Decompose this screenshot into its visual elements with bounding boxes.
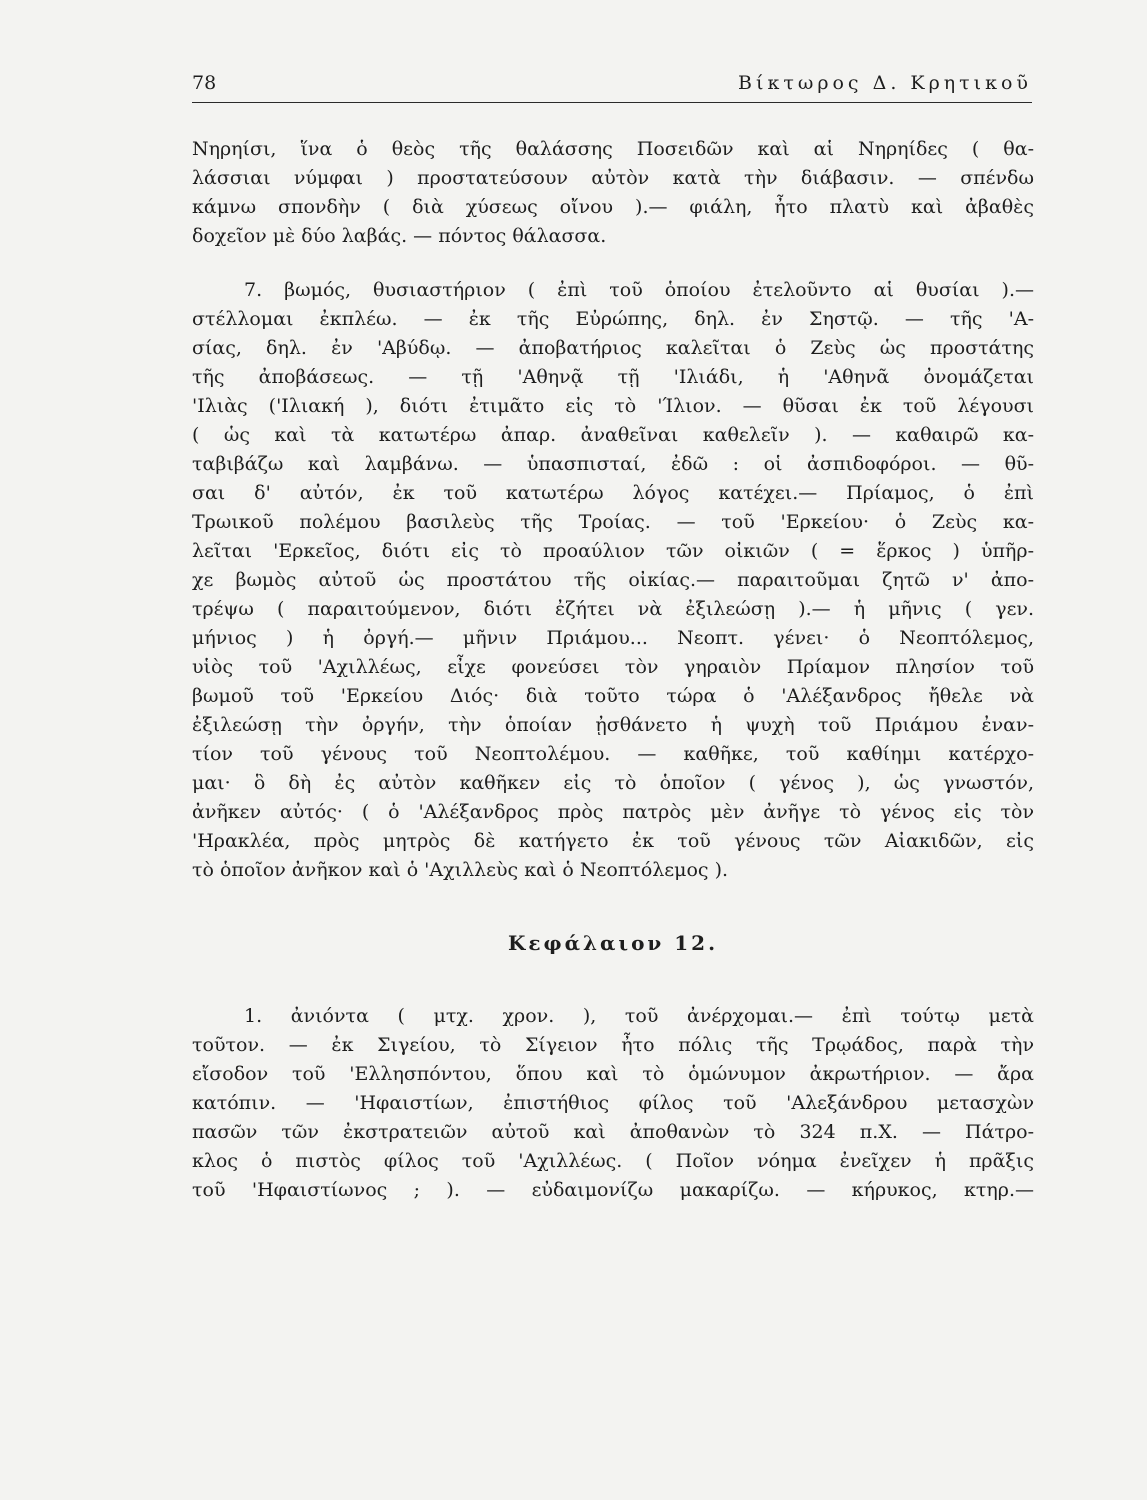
text-line: λεῖται 'Ερκεῖος, διότι εἰς τὸ προαύλιον τῶν οἰκιῶν ( = ἕρκος ) ὑπῆρ- <box>192 540 1034 562</box>
text-line: λάσσιαι νύμφαι ) προστατεύσουν αὐτὸν κατὰ τὴν διάβασιν. — σπένδω <box>192 167 1034 189</box>
text-line: 1. ἀνιόντα ( μτχ. χρον. ), τοῦ ἀνέρχομαι.— ἐπὶ τούτῳ μετὰ <box>244 1005 1034 1027</box>
text-line: κλος ὁ πιστὸς φίλος τοῦ 'Αχιλλέως. ( Ποῖον νόημα ἐνεῖχεν ἡ πρᾶξις <box>192 1150 1034 1172</box>
text-line: Τρωικοῦ πολέμου βασιλεὺς τῆς Τροίας. — τοῦ 'Ερκείου· ὁ Ζεὺς κα- <box>192 511 1034 533</box>
paragraph-nirisi <box>192 135 1034 251</box>
text-line: Νηρηίσι, ἵνα ὁ θεὸς τῆς θαλάσσης Ποσειδῶν καὶ αἱ Νηρηίδες ( θα- <box>192 138 1034 160</box>
text-line: εἴσοδον τοῦ 'Ελλησπόντου, ὅπου καὶ τὸ ὁμώνυμον ἀκρωτήριον. — ἄρα <box>192 1063 1034 1085</box>
text-line: ἐξιλεώσῃ τὴν ὀργήν, τὴν ὁποίαν ᾐσθάνετο ἡ ψυχὴ τοῦ Πριάμου ἐναν- <box>192 714 1034 736</box>
text-line: ταβιβάζω καὶ λαμβάνω. — ὑπασπισταί, ἐδῶ : οἱ ἀσπιδοφόροι. — θῦ- <box>192 453 1034 475</box>
text-line: μήνιος ) ἡ ὀργή.— μῆνιν Πριάμου... Νεοπτ. γένει· ὁ Νεοπτόλεμος, <box>192 627 1034 649</box>
text-line: δοχεῖον μὲ δύο λαβάς. — πόντος θάλασσα. <box>192 225 607 247</box>
running-head-author: Βίκτωρος Δ. Κρητικοῦ <box>738 72 1032 94</box>
paragraph-12-1 <box>192 1002 1034 1205</box>
text-line: 'Ιλιὰς ('Ιλιακή ), διότι ἐτιμᾶτο εἰς τὸ 'Ίλιον. — θῦσαι ἐκ τοῦ λέγουσι <box>192 395 1034 417</box>
text-line: τοῦτον. — ἐκ Σιγείου, τὸ Σίγειον ἦτο πόλις τῆς Τρῳάδος, παρὰ τὴν <box>192 1034 1034 1056</box>
text-line: τῆς ἀποβάσεως. — τῇ 'Αθηνᾷ τῇ 'Ιλιάδι, ἡ 'Αθηνᾶ ὀνομάζεται <box>192 366 1034 388</box>
text-line: πασῶν τῶν ἐκστρατειῶν αὐτοῦ καὶ ἀποθανὼν τὸ 324 π.Χ. — Πάτρο- <box>192 1121 1034 1143</box>
text-line: τοῦ 'Ηφαιστίωνος ; ). — εὐδαιμονίζω μακαρίζω. — κήρυκος, κτηρ.— <box>192 1179 1034 1201</box>
text-line: μαι· ὃ δὴ ἐς αὐτὸν καθῆκεν εἰς τὸ ὁποῖον ( γένος ), ὡς γνωστόν, <box>192 772 1034 794</box>
paragraph-7 <box>192 276 1034 885</box>
text-line: 'Ηρακλέα, πρὸς μητρὸς δὲ κατήγετο ἐκ τοῦ γένους τῶν Αἰακιδῶν, εἰς <box>192 830 1034 852</box>
text-line: τίον τοῦ γένους τοῦ Νεοπτολέμου. — καθῆκε, τοῦ καθίημι κατέρχο- <box>192 743 1034 765</box>
text-line: χε βωμὸς αὐτοῦ ὡς προστάτου τῆς οἰκίας.— παραιτοῦμαι ζητῶ ν' ἀπο- <box>192 569 1034 591</box>
commentary-text <box>192 135 1034 1205</box>
chapter-heading: Κεφάλαιον 12. <box>507 931 719 955</box>
text-line: στέλλομαι ἐκπλέω. — ἐκ τῆς Εὐρώπης, δηλ. ἐν Σηστῷ. — τῆς 'Α- <box>192 308 1034 330</box>
page-number: 78 <box>192 72 217 94</box>
text-line: σαι δ' αὐτόν, ἐκ τοῦ κατωτέρω λόγος κατέχει.— Πρίαμος, ὁ ἐπὶ <box>192 482 1034 504</box>
text-line: 7. βωμός, θυσιαστήριον ( ἐπὶ τοῦ ὁποίου ἐτελοῦντο αἱ θυσίαι ).— <box>244 279 1034 301</box>
text-line: ἀνῆκεν αὐτός· ( ὁ 'Αλέξανδρος πρὸς πατρὸς μὲν ἀνῆγε τὸ γένος εἰς τὸν <box>192 801 1034 823</box>
text-line: σίας, δηλ. ἐν 'Αβύδῳ. — ἀποβατήριος καλεῖται ὁ Ζεὺς ὡς προστάτης <box>192 337 1034 359</box>
text-line: τὸ ὁποῖον ἀνῆκον καὶ ὁ 'Αχιλλεὺς καὶ ὁ Νεοπτόλεμος ). <box>192 859 729 881</box>
text-line: κατόπιν. — 'Ηφαιστίων, ἐπιστήθιος φίλος τοῦ 'Αλεξάνδρου μετασχὼν <box>192 1092 1034 1114</box>
text-line: υἱὸς τοῦ 'Αχιλλέως, εἶχε φονεύσει τὸν γηραιὸν Πρίαμον πλησίον τοῦ <box>192 656 1034 678</box>
text-line: ( ὡς καὶ τὰ κατωτέρω ἀπαρ. ἀναθεῖναι καθελεῖν ). — καθαιρῶ κα- <box>192 424 1034 446</box>
text-line: κάμνω σπονδὴν ( διὰ χύσεως οἴνου ).— φιάλη, ἦτο πλατὺ καὶ ἀβαθὲς <box>192 196 1034 218</box>
page-header <box>192 66 1032 103</box>
text-line: τρέψω ( παραιτούμενον, διότι ἐζήτει νὰ ἐξιλεώσῃ ).— ἡ μῆνις ( γεν. <box>192 598 1034 620</box>
text-line: βωμοῦ τοῦ 'Ερκείου Διός· διὰ τοῦτο τώρα ὁ 'Αλέξανδρος ἤθελε νὰ <box>192 685 1034 707</box>
